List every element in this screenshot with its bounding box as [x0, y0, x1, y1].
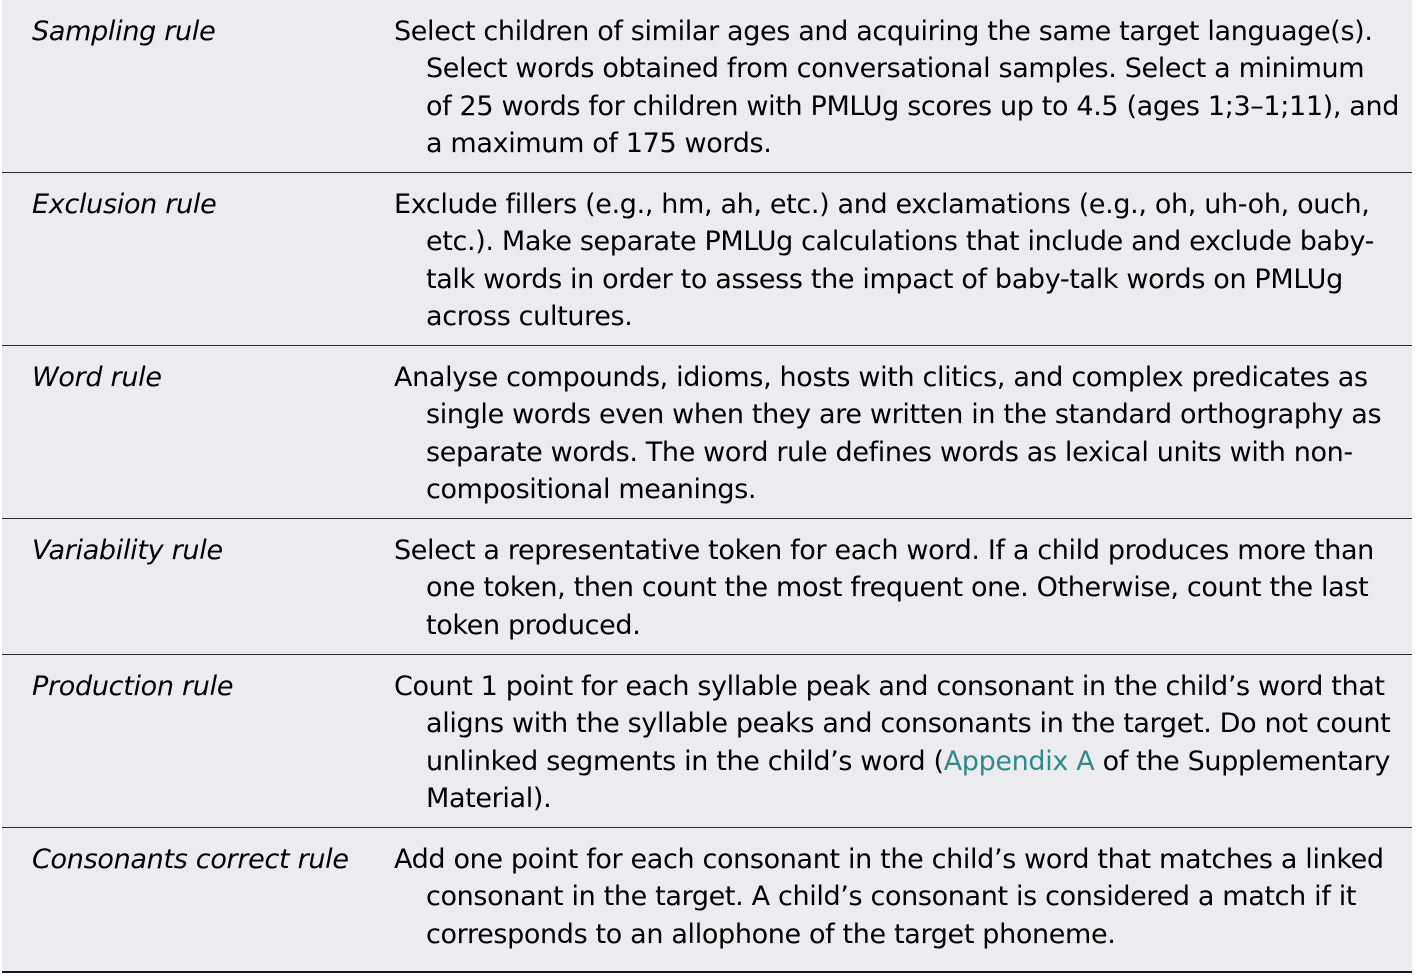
description-line: of 25 words for children with PMLUg scores up to 4.5 (ages 1;3–1;11), and [426, 90, 1400, 122]
rule-description [394, 668, 1394, 817]
description-line: aligns with the syllable peaks and consonants in the target. Do not count [426, 708, 1391, 740]
rule-name: Production rule [32, 671, 234, 702]
description-line: corresponds to an allophone of the target phoneme. [426, 918, 1116, 950]
rule-description [394, 532, 1394, 644]
rule-name: Variability rule [32, 535, 223, 566]
description-text: of the Supplementary [1094, 745, 1390, 777]
table-row [2, 345, 1412, 518]
rule-description [394, 841, 1394, 953]
description-line: across cultures. [426, 300, 633, 332]
rules-table [2, 0, 1412, 973]
description-line: talk words in order to assess the impact of baby-talk words on PMLUg [426, 263, 1343, 295]
rule-name: Word rule [32, 362, 162, 393]
rule-description [394, 186, 1394, 335]
description-line: Exclude fillers (e.g., hm, ah, etc.) and exclamations (e.g., oh, uh-oh, ouch, [394, 189, 1370, 220]
rule-name: Exclusion rule [32, 189, 217, 220]
description-line: etc.). Make separate PMLUg calculations that include and exclude baby- [426, 226, 1375, 258]
rule-name: Consonants correct rule [32, 844, 349, 875]
table-row [2, 518, 1412, 654]
description-line: compositional meanings. [426, 473, 757, 505]
description-line: Select children of similar ages and acquiring the same target language(s). [394, 16, 1373, 47]
description-line: Add one point for each consonant in the child’s word that matches a linked [394, 844, 1384, 875]
description-line: one token, then count the most frequent one. Otherwise, count the last [426, 572, 1369, 604]
rule-description [394, 359, 1394, 508]
description-line: single words even when they are written in the standard orthography as [426, 399, 1382, 431]
rule-name: Sampling rule [32, 16, 216, 47]
description-line: Select words obtained from conversational samples. Select a minimum [426, 53, 1365, 85]
description-line: consonant in the target. A child’s consonant is considered a match if it [426, 881, 1357, 913]
description-line: Analyse compounds, idioms, hosts with clitics, and complex predicates as [394, 362, 1368, 393]
rule-description [394, 13, 1400, 162]
appendix-a-link[interactable]: Appendix A [943, 745, 1095, 777]
description-line: Count 1 point for each syllable peak and consonant in the child’s word that [394, 671, 1385, 702]
table-row [2, 654, 1412, 827]
description-line: separate words. The word rule defines words as lexical units with non- [426, 436, 1353, 468]
description-line: a maximum of 175 words. [426, 127, 772, 159]
description-line: Select a representative token for each word. If a child produces more than [394, 535, 1374, 566]
description-line: Material). [426, 782, 552, 814]
table-row [2, 827, 1412, 971]
description-line: token produced. [426, 609, 641, 641]
table-row [2, 172, 1412, 345]
description-line [394, 743, 1394, 780]
table-row [2, 0, 1412, 172]
description-text: unlinked segments in the child’s word ( [426, 745, 944, 777]
